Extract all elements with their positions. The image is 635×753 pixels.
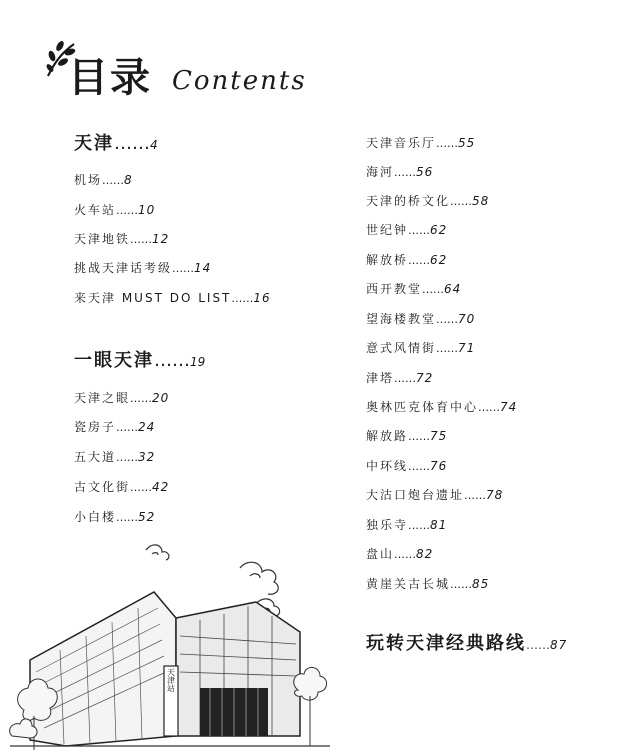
page-title-english: Contents (172, 66, 307, 96)
toc-item[interactable]: 瓷房子……24 (74, 420, 156, 434)
toc-item[interactable]: 天津地铁……12 (74, 232, 170, 246)
toc-item[interactable]: 解放桥……62 (366, 253, 448, 267)
station-building-illustration (0, 540, 340, 753)
toc-item[interactable]: 天津音乐厅……55 (366, 136, 476, 150)
toc-item[interactable]: 机场……8 (74, 173, 133, 187)
toc-item[interactable]: 五大道……32 (74, 450, 156, 464)
toc-item[interactable]: 天津的桥文化……58 (366, 194, 490, 208)
toc-item[interactable]: 海河……56 (366, 165, 434, 179)
toc-item[interactable]: 津塔……72 (366, 371, 434, 385)
page-number: 19 (190, 355, 206, 369)
toc-section-yiyan-tianjin[interactable]: 一眼天津……19 (74, 350, 206, 371)
page-number: 87 (550, 638, 568, 652)
page-title: 目录 (68, 55, 152, 101)
toc-item[interactable]: 黄崖关古长城……85 (366, 577, 490, 591)
toc-item[interactable]: 奥林匹克体育中心……74 (366, 400, 518, 414)
toc-item[interactable]: 中环线……76 (366, 459, 448, 473)
toc-item[interactable]: 来天津 MUST DO LIST……16 (74, 291, 271, 305)
section-title: 玩转天津经典路线 (366, 633, 526, 654)
toc-item[interactable]: 挑战天津话考级……14 (74, 261, 212, 275)
toc-item[interactable]: 望海楼教堂……70 (366, 312, 476, 326)
toc-header (44, 38, 324, 108)
toc-item[interactable]: 小白楼……52 (74, 510, 156, 524)
toc-item[interactable]: 天津之眼……20 (74, 391, 170, 405)
toc-item[interactable]: 西开教堂……64 (366, 282, 462, 296)
toc-section-classic-routes[interactable]: 玩转天津经典路线……87 (366, 633, 568, 654)
toc-item[interactable]: 世纪钟……62 (366, 223, 448, 237)
toc-item[interactable]: 古文化街……42 (74, 480, 170, 494)
toc-section-tianjin[interactable]: 天津……4 (74, 133, 158, 154)
page-number: 4 (150, 138, 158, 152)
section-title: 一眼天津 (74, 350, 154, 371)
toc-item[interactable]: 解放路……75 (366, 429, 448, 443)
toc-item[interactable]: 意式风情街……71 (366, 341, 476, 355)
section-title: 天津 (74, 133, 114, 154)
toc-item[interactable]: 大沽口炮台遗址……78 (366, 488, 504, 502)
toc-item[interactable]: 独乐寺……81 (366, 518, 448, 532)
toc-item[interactable]: 盘山……82 (366, 547, 434, 561)
toc-item[interactable]: 火车站……10 (74, 203, 156, 217)
station-sign-text: 天津站 (166, 668, 176, 692)
